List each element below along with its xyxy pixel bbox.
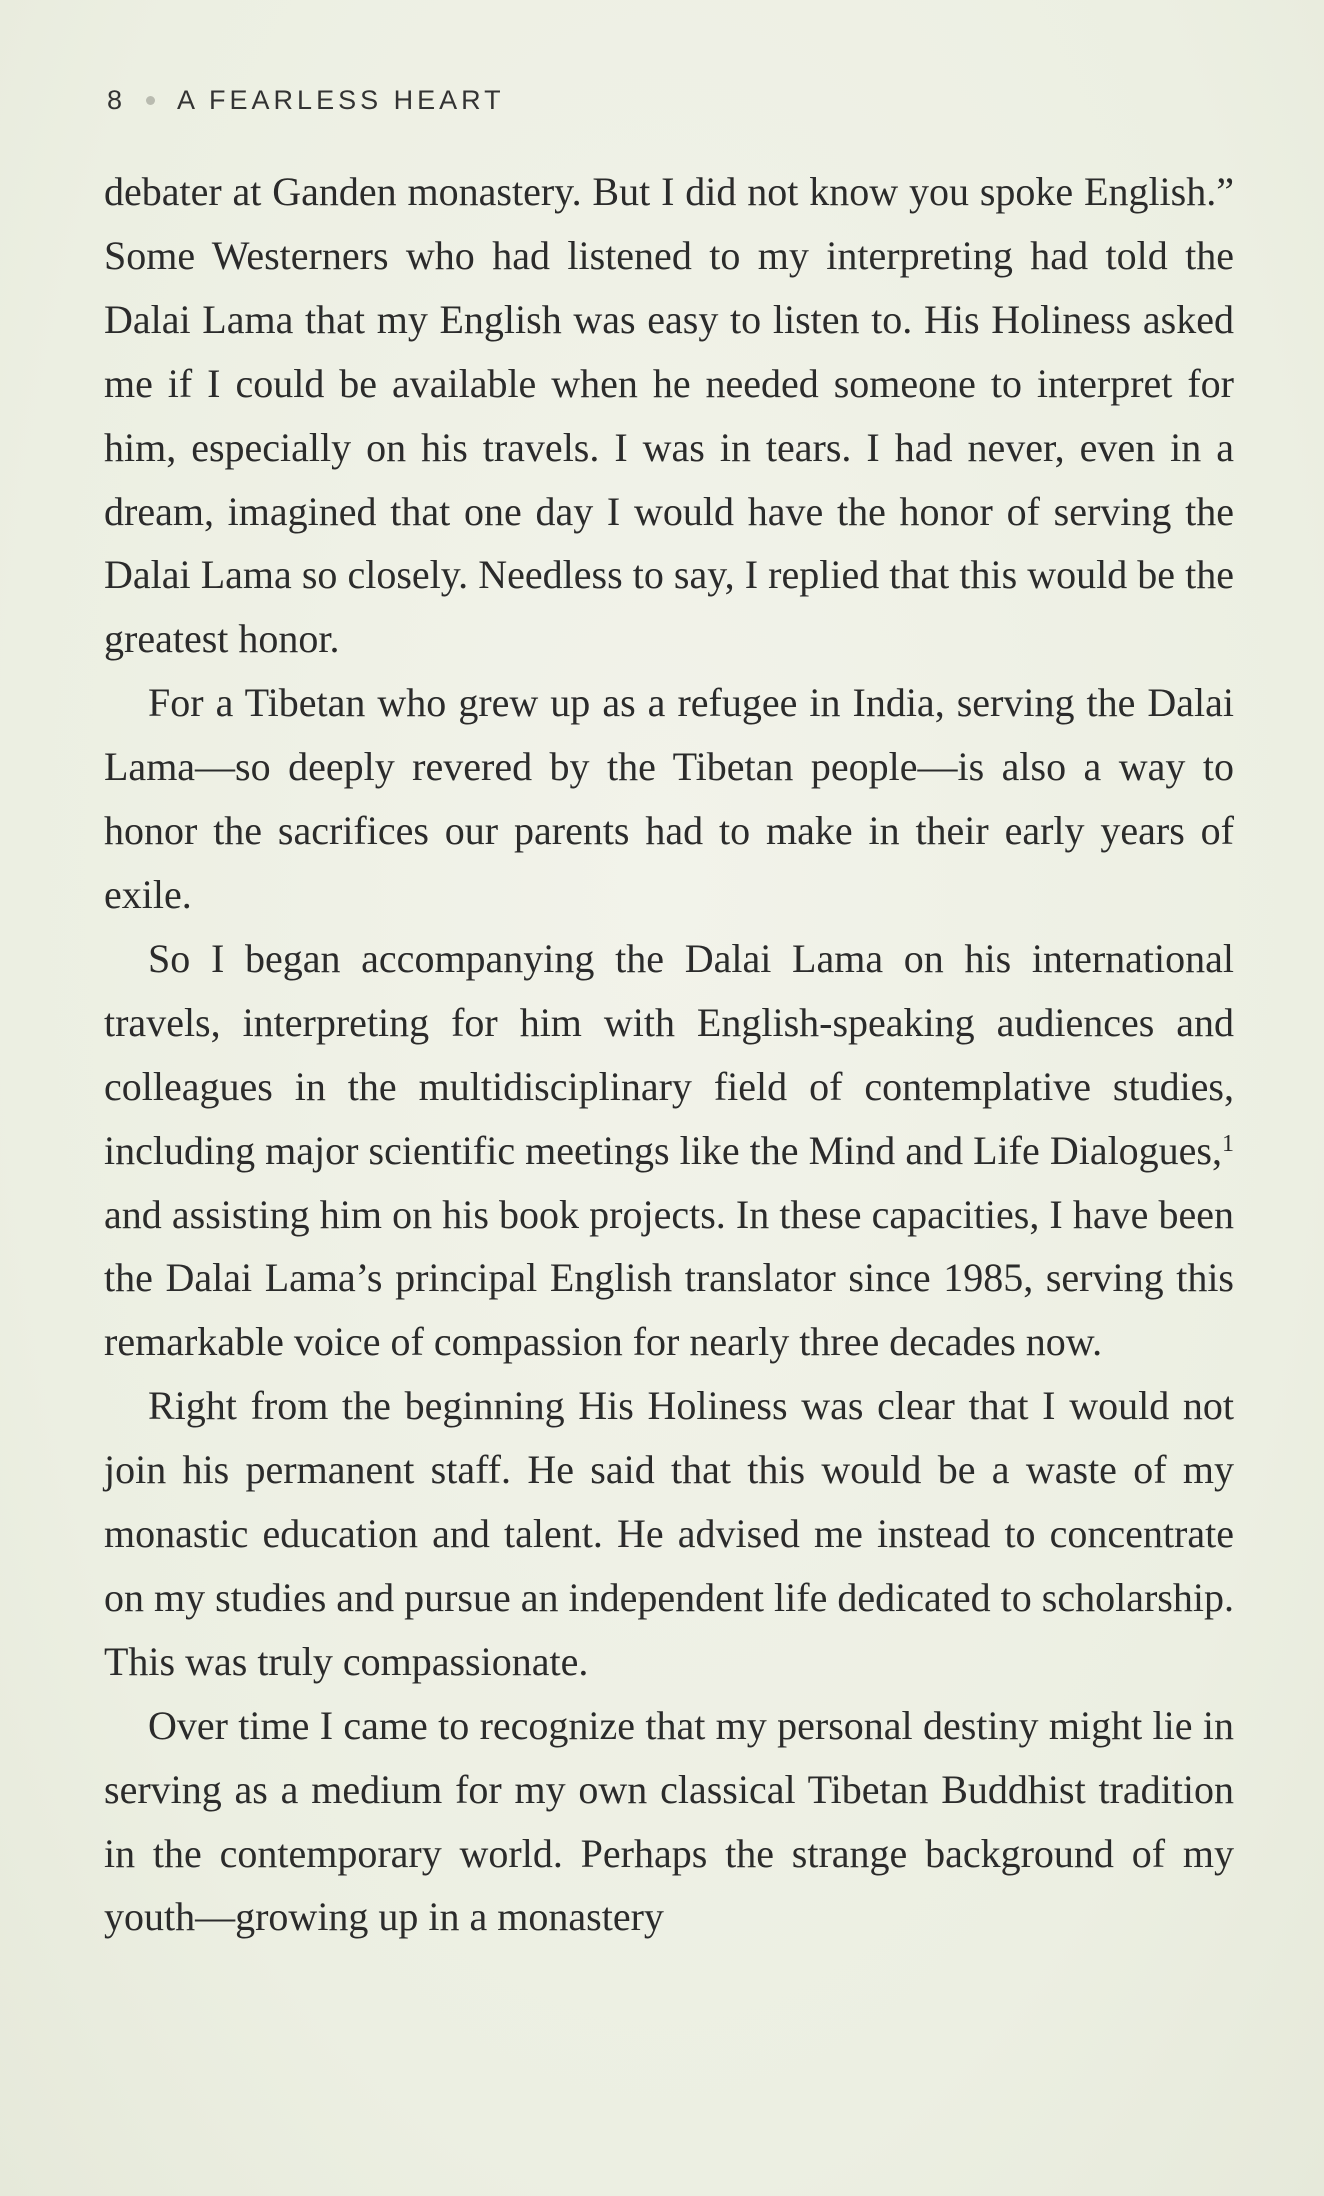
bullet-ornament-icon xyxy=(146,96,155,105)
book-title: A FEARLESS HEART xyxy=(177,84,505,115)
footnote-reference: 1 xyxy=(1222,1131,1234,1158)
paragraph: For a Tibetan who grew up as a refugee in India, serving the Dalai Lama—so deeply revered by the Tibetan people—is also a way to honor the sacrifices our parents had to make in their early years of exile. xyxy=(104,680,1234,917)
paragraph: Right from the beginning His Holiness was clear that I would not join his permanent staff. He said that this would be a waste of my monastic education and talent. He advised me instead to concentrate on my studies and pursue an independent life dedicated to scholarship. This was truly compassionate. xyxy=(104,1383,1234,1684)
page-number: 8 xyxy=(107,84,127,115)
paragraph-text: and assisting him on his book projects. In these capacities, I have been the Dalai Lama’s principal English translator since 1985, serving this remarkable voice of compassion for nearly three decades now. xyxy=(104,1191,1234,1365)
paragraph-text: So I began accompanying the Dalai Lama on his international travels, interpreting for him with English-speaking audiences and colleagues in the multidisciplinary field of contemplative studies, including major scientific meetings like the Mind and Life Dialogues, xyxy=(104,935,1234,1173)
paragraph: Over time I came to recognize that my personal destiny might lie in serving as a medium for my own classical Tibetan Buddhist tradition in the contemporary world. Perhaps the strange background of my youth—growing up in a monastery xyxy=(104,1702,1234,1940)
paragraph xyxy=(104,927,1234,1374)
body-text xyxy=(104,160,1234,1949)
paragraph: debater at Ganden monastery. But I did not know you spoke English.” Some Westerners who had listened to my interpreting had told the Dalai Lama that my English was easy to listen to. His Holiness asked me if I could be available when he needed someone to interpret for him, especially on his travels. I was in tears. I had never, even in a dream, imagined that one day I would have the honor of serving the Dalai Lama so closely. Needless to say, I replied that this would be the greatest honor. xyxy=(104,169,1234,662)
running-head xyxy=(107,82,505,118)
